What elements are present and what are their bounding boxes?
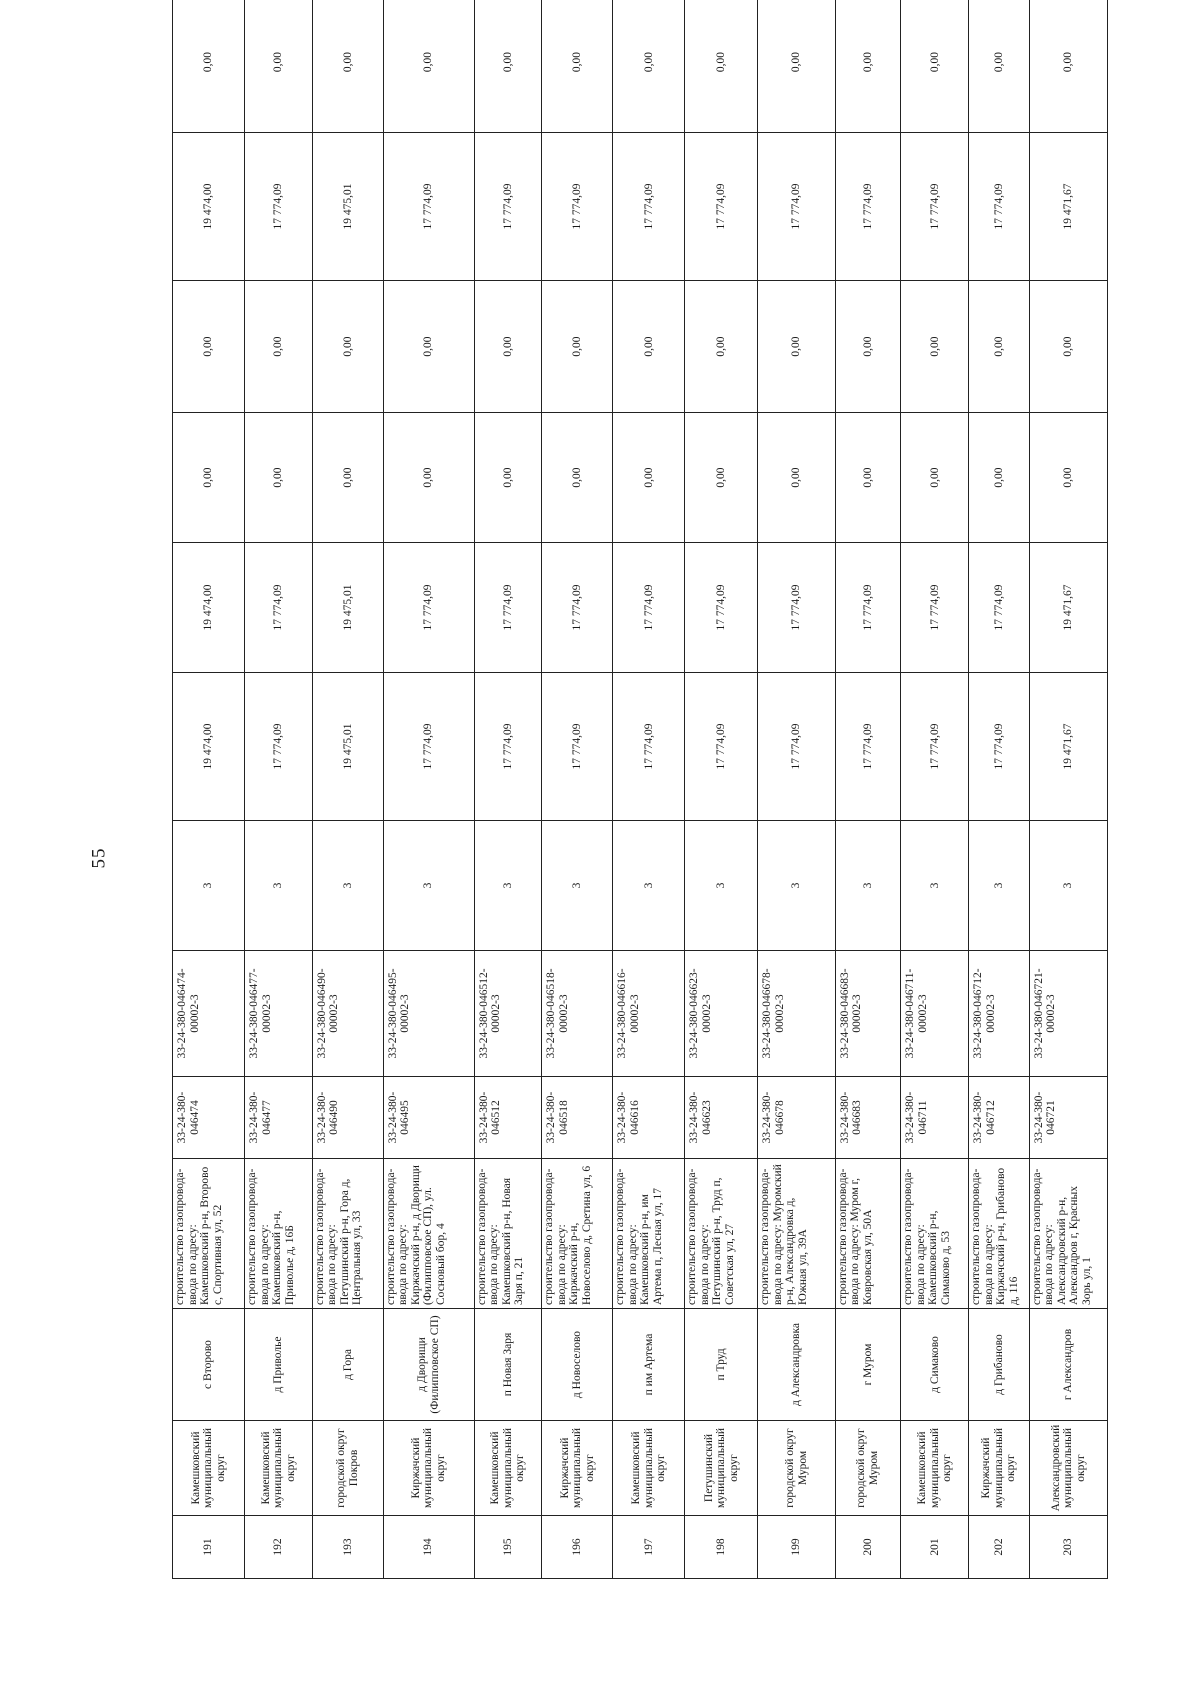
amount-funded-cell: 17 774,09 <box>474 543 542 673</box>
amount-funded-cell: 17 774,09 <box>835 543 901 673</box>
amount-col-6-cell: 0,00 <box>835 0 901 133</box>
object-code-cell: 33-24-380-046616 <box>613 1077 685 1159</box>
locality-cell: д Новоселово <box>542 1309 613 1421</box>
amount-total-cell: 17 774,09 <box>685 673 758 821</box>
amount-funded-cell: 17 774,09 <box>901 543 969 673</box>
amount-col-5-cell: 17 774,09 <box>383 133 474 281</box>
object-description-cell: строительство газопровода-ввода по адресу: Камешковский р-н, Новая Заря п, 21 <box>474 1159 542 1309</box>
table-row <box>173 0 245 1579</box>
row-number: 196 <box>542 1516 613 1579</box>
amount-col-4-cell: 0,00 <box>613 281 685 413</box>
object-description-cell: строительство газопровода-ввода по адресу: Камешковский р-н, им Артема п, Лесная ул, 17 <box>613 1159 685 1309</box>
quantity-cell: 3 <box>613 821 685 951</box>
full-code-cell: 33-24-380-046623-00002-3 <box>685 951 758 1077</box>
row-number: 202 <box>969 1516 1030 1579</box>
amount-col-4-cell: 0,00 <box>969 281 1030 413</box>
amount-funded-cell: 17 774,09 <box>758 543 835 673</box>
object-description-cell: строительство газопровода-ввода по адресу: Камешковский р-н, Симаково д, 53 <box>901 1159 969 1309</box>
object-description-cell: строительство газопровода-ввода по адресу: Камешковский р-н, Второво с, Спортивная ул, 52 <box>173 1159 245 1309</box>
table-row <box>969 0 1030 1579</box>
gas-pipeline-table <box>172 0 1108 1579</box>
object-code-cell: 33-24-380-046474 <box>173 1077 245 1159</box>
locality-cell: п им Артема <box>613 1309 685 1421</box>
quantity-cell: 3 <box>312 821 383 951</box>
district-cell: Камешковский муниципальный округ <box>474 1421 542 1516</box>
amount-total-cell: 17 774,09 <box>474 673 542 821</box>
object-code-cell: 33-24-380-046623 <box>685 1077 758 1159</box>
amount-funded-cell: 17 774,09 <box>542 543 613 673</box>
quantity-cell: 3 <box>474 821 542 951</box>
quantity-cell: 3 <box>969 821 1030 951</box>
rotated-table-frame <box>172 51 1108 1579</box>
amount-col-3-cell: 0,00 <box>758 413 835 543</box>
quantity-cell: 3 <box>758 821 835 951</box>
amount-total-cell: 17 774,09 <box>758 673 835 821</box>
amount-funded-cell: 17 774,09 <box>613 543 685 673</box>
full-code-cell: 33-24-380-046495-00002-3 <box>383 951 474 1077</box>
amount-col-6-cell: 0,00 <box>474 0 542 133</box>
amount-col-4-cell: 0,00 <box>173 281 245 413</box>
row-number: 192 <box>245 1516 313 1579</box>
amount-total-cell: 17 774,09 <box>835 673 901 821</box>
amount-col-4-cell: 0,00 <box>312 281 383 413</box>
object-code-cell: 33-24-380-046712 <box>969 1077 1030 1159</box>
page-number <box>88 843 110 873</box>
amount-col-5-cell: 17 774,09 <box>901 133 969 281</box>
object-code-cell: 33-24-380-046490 <box>312 1077 383 1159</box>
amount-col-3-cell: 0,00 <box>474 413 542 543</box>
quantity-cell: 3 <box>173 821 245 951</box>
amount-col-5-cell: 17 774,09 <box>685 133 758 281</box>
amount-col-4-cell: 0,00 <box>835 281 901 413</box>
district-cell: Камешковский муниципальный округ <box>901 1421 969 1516</box>
locality-cell: д Симаково <box>901 1309 969 1421</box>
locality-cell: с Второво <box>173 1309 245 1421</box>
amount-col-4-cell: 0,00 <box>245 281 313 413</box>
district-cell: городской округ Покров <box>312 1421 383 1516</box>
amount-col-3-cell: 0,00 <box>969 413 1030 543</box>
amount-col-4-cell: 0,00 <box>685 281 758 413</box>
amount-funded-cell: 17 774,09 <box>383 543 474 673</box>
amount-total-cell: 17 774,09 <box>383 673 474 821</box>
row-number: 197 <box>613 1516 685 1579</box>
amount-col-6-cell: 0,00 <box>758 0 835 133</box>
quantity-cell: 3 <box>542 821 613 951</box>
amount-col-4-cell: 0,00 <box>383 281 474 413</box>
amount-col-5-cell: 17 774,09 <box>474 133 542 281</box>
amount-col-5-cell: 17 774,09 <box>969 133 1030 281</box>
amount-col-4-cell: 0,00 <box>758 281 835 413</box>
object-description-cell: строительство газопровода-ввода по адресу: Петушинский р-н, Труд п, Советская ул, 27 <box>685 1159 758 1309</box>
row-number: 194 <box>383 1516 474 1579</box>
amount-col-6-cell: 0,00 <box>542 0 613 133</box>
table-body <box>173 0 1108 1579</box>
table-row <box>542 0 613 1579</box>
locality-cell: д Гора <box>312 1309 383 1421</box>
quantity-cell: 3 <box>685 821 758 951</box>
amount-funded-cell: 19 475,01 <box>312 543 383 673</box>
amount-col-6-cell: 0,00 <box>383 0 474 133</box>
object-description-cell: строительство газопровода-ввода по адресу: Киржачский р-н, Грибаново д, 116 <box>969 1159 1030 1309</box>
object-code-cell: 33-24-380-046678 <box>758 1077 835 1159</box>
rotated-table-container <box>172 51 1108 1579</box>
table-row <box>312 0 383 1579</box>
amount-col-4-cell: 0,00 <box>1029 281 1107 413</box>
object-description-cell: строительство газопровода-ввода по адресу: Муромский р-н, Александровка д, Южная ул, 39А <box>758 1159 835 1309</box>
full-code-cell: 33-24-380-046616-00002-3 <box>613 951 685 1077</box>
amount-total-cell: 17 774,09 <box>901 673 969 821</box>
row-number: 195 <box>474 1516 542 1579</box>
table-row <box>758 0 835 1579</box>
object-description-cell: строительство газопровода-ввода по адресу: Камешковский р-н, Приволье д, 16Б <box>245 1159 313 1309</box>
quantity-cell: 3 <box>901 821 969 951</box>
row-number: 199 <box>758 1516 835 1579</box>
locality-cell: п Труд <box>685 1309 758 1421</box>
object-description-cell: строительство газопровода-ввода по адресу: Киржачский р-н, Новоселово д, Сретина ул, 6 <box>542 1159 613 1309</box>
page-number-text: 55 <box>88 847 109 869</box>
object-description-cell: строительство газопровода-ввода по адресу: Муром г, Ковровская ул, 50А <box>835 1159 901 1309</box>
district-cell: Камешковский муниципальный округ <box>245 1421 313 1516</box>
district-cell: Киржачский муниципальный округ <box>969 1421 1030 1516</box>
amount-col-3-cell: 0,00 <box>245 413 313 543</box>
amount-total-cell: 19 475,01 <box>312 673 383 821</box>
amount-funded-cell: 17 774,09 <box>685 543 758 673</box>
row-number: 200 <box>835 1516 901 1579</box>
table-row <box>245 0 313 1579</box>
amount-col-5-cell: 17 774,09 <box>613 133 685 281</box>
full-code-cell: 33-24-380-046512-00002-3 <box>474 951 542 1077</box>
amount-col-5-cell: 19 471,67 <box>1029 133 1107 281</box>
locality-cell: д Грибаново <box>969 1309 1030 1421</box>
amount-col-3-cell: 0,00 <box>613 413 685 543</box>
amount-col-5-cell: 19 474,00 <box>173 133 245 281</box>
amount-col-3-cell: 0,00 <box>1029 413 1107 543</box>
table-row <box>1029 0 1107 1579</box>
amount-col-3-cell: 0,00 <box>685 413 758 543</box>
district-cell: Александровский муниципальный округ <box>1029 1421 1107 1516</box>
table-row <box>835 0 901 1579</box>
table-row <box>383 0 474 1579</box>
amount-total-cell: 19 471,67 <box>1029 673 1107 821</box>
object-code-cell: 33-24-380-046711 <box>901 1077 969 1159</box>
full-code-cell: 33-24-380-046474-00002-3 <box>173 951 245 1077</box>
amount-col-4-cell: 0,00 <box>901 281 969 413</box>
amount-col-6-cell: 0,00 <box>901 0 969 133</box>
amount-col-6-cell: 0,00 <box>969 0 1030 133</box>
district-cell: Киржачский муниципальный округ <box>383 1421 474 1516</box>
amount-total-cell: 17 774,09 <box>542 673 613 821</box>
district-cell: Камешковский муниципальный округ <box>173 1421 245 1516</box>
quantity-cell: 3 <box>383 821 474 951</box>
full-code-cell: 33-24-380-046711-00002-3 <box>901 951 969 1077</box>
amount-total-cell: 19 474,00 <box>173 673 245 821</box>
locality-cell: п Новая Заря <box>474 1309 542 1421</box>
amount-col-5-cell: 17 774,09 <box>758 133 835 281</box>
amount-col-6-cell: 0,00 <box>685 0 758 133</box>
amount-funded-cell: 19 471,67 <box>1029 543 1107 673</box>
locality-cell: д Приволье <box>245 1309 313 1421</box>
amount-col-3-cell: 0,00 <box>173 413 245 543</box>
amount-col-5-cell: 17 774,09 <box>835 133 901 281</box>
quantity-cell: 3 <box>1029 821 1107 951</box>
amount-col-3-cell: 0,00 <box>542 413 613 543</box>
row-number: 191 <box>173 1516 245 1579</box>
locality-cell: г Муром <box>835 1309 901 1421</box>
object-code-cell: 33-24-380-046518 <box>542 1077 613 1159</box>
full-code-cell: 33-24-380-046490-00002-3 <box>312 951 383 1077</box>
district-cell: Киржачский муниципальный округ <box>542 1421 613 1516</box>
district-cell: городской округ Муром <box>758 1421 835 1516</box>
object-description-cell: строительство газопровода-ввода по адресу: Петушинский р-н, Гора д, Центральная ул, 33 <box>312 1159 383 1309</box>
amount-col-6-cell: 0,00 <box>613 0 685 133</box>
amount-col-3-cell: 0,00 <box>383 413 474 543</box>
amount-col-5-cell: 17 774,09 <box>542 133 613 281</box>
full-code-cell: 33-24-380-046477-00002-3 <box>245 951 313 1077</box>
amount-col-6-cell: 0,00 <box>1029 0 1107 133</box>
locality-cell: д Дворищи (Филипповское СП) <box>383 1309 474 1421</box>
locality-cell: д Александровка <box>758 1309 835 1421</box>
amount-col-4-cell: 0,00 <box>474 281 542 413</box>
row-number: 203 <box>1029 1516 1107 1579</box>
locality-cell: г Александров <box>1029 1309 1107 1421</box>
full-code-cell: 33-24-380-046712-00002-3 <box>969 951 1030 1077</box>
table-row <box>901 0 969 1579</box>
object-description-cell: строительство газопровода-ввода по адресу: Александровский р-н, Александров г, Красных Зорь ул, 1 <box>1029 1159 1107 1309</box>
row-number: 201 <box>901 1516 969 1579</box>
amount-funded-cell: 17 774,09 <box>969 543 1030 673</box>
full-code-cell: 33-24-380-046678-00002-3 <box>758 951 835 1077</box>
object-code-cell: 33-24-380-046512 <box>474 1077 542 1159</box>
amount-funded-cell: 17 774,09 <box>245 543 313 673</box>
district-cell: городской округ Муром <box>835 1421 901 1516</box>
full-code-cell: 33-24-380-046518-00002-3 <box>542 951 613 1077</box>
amount-col-3-cell: 0,00 <box>835 413 901 543</box>
amount-col-4-cell: 0,00 <box>542 281 613 413</box>
table-row <box>474 0 542 1579</box>
district-cell: Петушинский муниципальный округ <box>685 1421 758 1516</box>
amount-funded-cell: 19 474,00 <box>173 543 245 673</box>
district-cell: Камешковский муниципальный округ <box>613 1421 685 1516</box>
amount-col-6-cell: 0,00 <box>173 0 245 133</box>
full-code-cell: 33-24-380-046683-00002-3 <box>835 951 901 1077</box>
quantity-cell: 3 <box>245 821 313 951</box>
amount-total-cell: 17 774,09 <box>969 673 1030 821</box>
object-code-cell: 33-24-380-046477 <box>245 1077 313 1159</box>
amount-col-6-cell: 0,00 <box>245 0 313 133</box>
amount-col-6-cell: 0,00 <box>312 0 383 133</box>
table-row <box>613 0 685 1579</box>
amount-col-3-cell: 0,00 <box>901 413 969 543</box>
table-row <box>685 0 758 1579</box>
amount-total-cell: 17 774,09 <box>245 673 313 821</box>
quantity-cell: 3 <box>835 821 901 951</box>
amount-total-cell: 17 774,09 <box>613 673 685 821</box>
row-number: 193 <box>312 1516 383 1579</box>
object-code-cell: 33-24-380-046495 <box>383 1077 474 1159</box>
amount-col-5-cell: 17 774,09 <box>245 133 313 281</box>
object-description-cell: строительство газопровода-ввода по адресу: Киржачский р-н, д Дворищи (Филипповское СП), ул. Сосновый бор, 4 <box>383 1159 474 1309</box>
object-code-cell: 33-24-380-046721 <box>1029 1077 1107 1159</box>
row-number: 198 <box>685 1516 758 1579</box>
full-code-cell: 33-24-380-046721-00002-3 <box>1029 951 1107 1077</box>
amount-col-5-cell: 19 475,01 <box>312 133 383 281</box>
object-code-cell: 33-24-380-046683 <box>835 1077 901 1159</box>
amount-col-3-cell: 0,00 <box>312 413 383 543</box>
